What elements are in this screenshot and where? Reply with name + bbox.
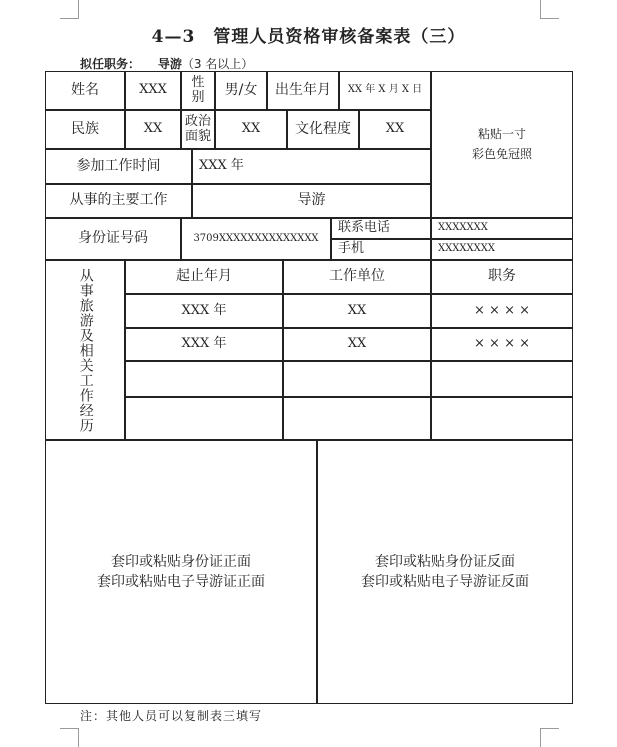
post-line (80, 55, 253, 72)
corner-mark-top-left (60, 0, 79, 19)
post-value: 导游 (157, 57, 182, 71)
education-label: 文化程度 (287, 110, 359, 149)
main-work-value[interactable]: 导游 (192, 184, 431, 218)
experience-position-3[interactable] (431, 361, 573, 397)
id-front-line2: 套印或粘贴电子导游证正面 (97, 574, 265, 590)
political-label: 政治面貌 (181, 110, 215, 149)
id-back-box[interactable] (317, 440, 573, 704)
experience-side-label: 从事旅游及相关工作经历 (45, 260, 125, 440)
birth-label: 出生年月 (267, 71, 339, 110)
name-value[interactable]: XXX (125, 71, 181, 110)
id-front-box[interactable] (45, 440, 317, 704)
work-start-value[interactable]: XXX 年 (192, 149, 431, 184)
id-number-value[interactable]: 3709XXXXXXXXXXXXXX (181, 218, 331, 260)
corner-mark-bottom-right (540, 728, 559, 747)
experience-unit-2[interactable]: XX (283, 328, 431, 361)
post-note: （3 名以上） (181, 57, 254, 71)
work-start-label: 参加工作时间 (45, 149, 192, 184)
corner-mark-top-right (540, 0, 559, 19)
experience-period-2[interactable]: XXX 年 (125, 328, 283, 361)
mobile-value[interactable]: XXXXXXXX (431, 239, 573, 260)
experience-unit-1[interactable]: XX (283, 294, 431, 328)
experience-position-1[interactable]: × × × × (431, 294, 573, 328)
experience-unit-4[interactable] (283, 397, 431, 440)
experience-header-period: 起止年月 (125, 260, 283, 294)
ethnic-value[interactable]: XX (125, 110, 181, 149)
phone-label: 联系电话 (331, 218, 431, 239)
experience-header-position: 职务 (431, 260, 573, 294)
political-value[interactable]: XX (215, 110, 287, 149)
experience-position-2[interactable]: × × × × (431, 328, 573, 361)
sex-value[interactable]: 男/女 (215, 71, 267, 110)
footnote: 注：其他人员可以复制表三填写 (80, 709, 263, 723)
corner-mark-bottom-left (60, 728, 79, 747)
mobile-label: 手机 (331, 239, 431, 260)
record-form-table (46, 72, 574, 705)
id-back-line2: 套印或粘贴电子导游证反面 (361, 574, 529, 590)
sex-label: 性别 (181, 71, 215, 110)
photo-line1: 粘贴一寸 (477, 127, 526, 142)
education-value[interactable]: XX (359, 110, 431, 149)
experience-period-1[interactable]: XXX 年 (125, 294, 283, 328)
id-back-line1: 套印或粘贴身份证反面 (375, 553, 515, 570)
post-label: 拟任职务： (80, 57, 141, 71)
page-title: 4—3 管理人员资格审核备案表（三） (151, 27, 466, 47)
experience-period-3[interactable] (125, 361, 283, 397)
experience-header-unit: 工作单位 (283, 260, 431, 294)
main-work-label: 从事的主要工作 (45, 184, 192, 218)
id-number-label: 身份证号码 (45, 218, 181, 260)
experience-period-4[interactable] (125, 397, 283, 440)
name-label: 姓名 (45, 71, 125, 110)
birth-value[interactable]: XX 年 X 月 X 日 (339, 71, 431, 110)
experience-unit-3[interactable] (283, 361, 431, 397)
phone-value[interactable]: XXXXXXX (431, 218, 573, 239)
id-front-line1: 套印或粘贴身份证正面 (111, 553, 251, 570)
ethnic-label: 民族 (45, 110, 125, 149)
experience-position-4[interactable] (431, 397, 573, 440)
photo-line2: 彩色免冠照 (471, 146, 532, 161)
photo-placeholder[interactable] (431, 71, 573, 218)
